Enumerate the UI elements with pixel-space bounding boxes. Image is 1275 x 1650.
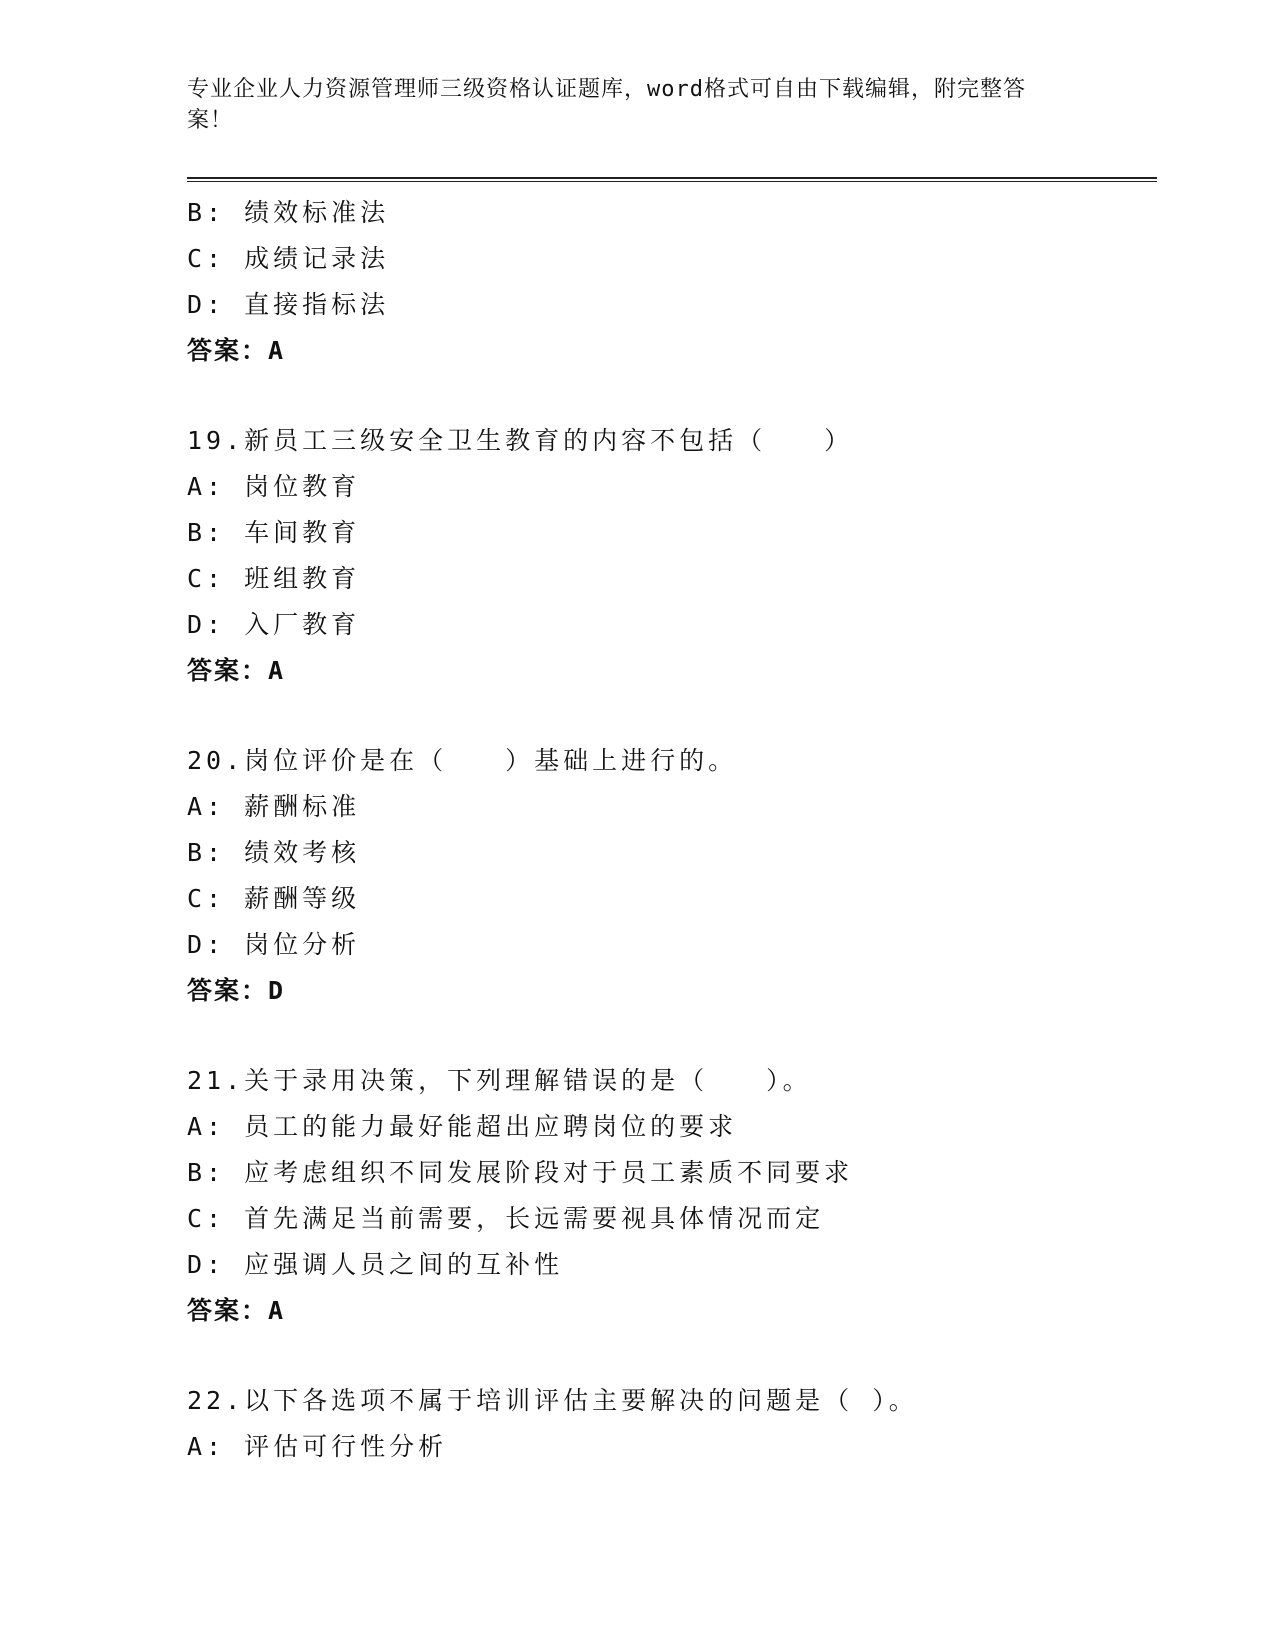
option-line: C: 成绩记录法 [187, 244, 390, 273]
option-line: C: 首先满足当前需要，长远需要视具体情况而定 [187, 1204, 825, 1233]
question-stem: 21.关于录用决策，下列理解错误的是（ ）。 [187, 1066, 812, 1095]
option-line: D: 应强调人员之间的互补性 [187, 1250, 564, 1279]
option-line: B: 绩效考核 [187, 838, 361, 867]
question-stem: 19.新员工三级安全卫生教育的内容不包括（ ） [187, 426, 854, 455]
answer-line: 答案：A [187, 1296, 286, 1325]
question-gap [187, 1334, 1157, 1378]
question-list [187, 190, 1157, 1470]
question-gap [187, 374, 1157, 418]
option-line: A: 评估可行性分析 [187, 1432, 448, 1461]
option-line: D: 岗位分析 [187, 930, 361, 959]
option-line: D: 入厂教育 [187, 610, 361, 639]
option-line: A: 薪酬标准 [187, 792, 361, 821]
option-line: C: 薪酬等级 [187, 884, 361, 913]
option-line: A: 岗位教育 [187, 472, 361, 501]
document-page [187, 0, 1157, 1650]
question-stem: 22.以下各选项不属于培训评估主要解决的问题是（ ）。 [187, 1386, 918, 1415]
option-line: C: 班组教育 [187, 564, 361, 593]
question-gap [187, 1014, 1157, 1058]
header-divider [187, 177, 1157, 182]
answer-line: 答案：D [187, 976, 286, 1005]
option-line: B: 车间教育 [187, 518, 361, 547]
page-header: 专业企业人力资源管理师三级资格认证题库，word格式可自由下载编辑，附完整答案！ [187, 77, 1026, 133]
option-line: B: 绩效标准法 [187, 198, 390, 227]
option-line: D: 直接指标法 [187, 290, 390, 319]
question-stem: 20.岗位评价是在（ ）基础上进行的。 [187, 746, 738, 775]
option-line: A: 员工的能力最好能超出应聘岗位的要求 [187, 1112, 738, 1141]
answer-line: 答案：A [187, 656, 286, 685]
answer-line: 答案：A [187, 336, 286, 365]
option-line: B: 应考虑组织不同发展阶段对于员工素质不同要求 [187, 1158, 854, 1187]
question-gap [187, 694, 1157, 738]
